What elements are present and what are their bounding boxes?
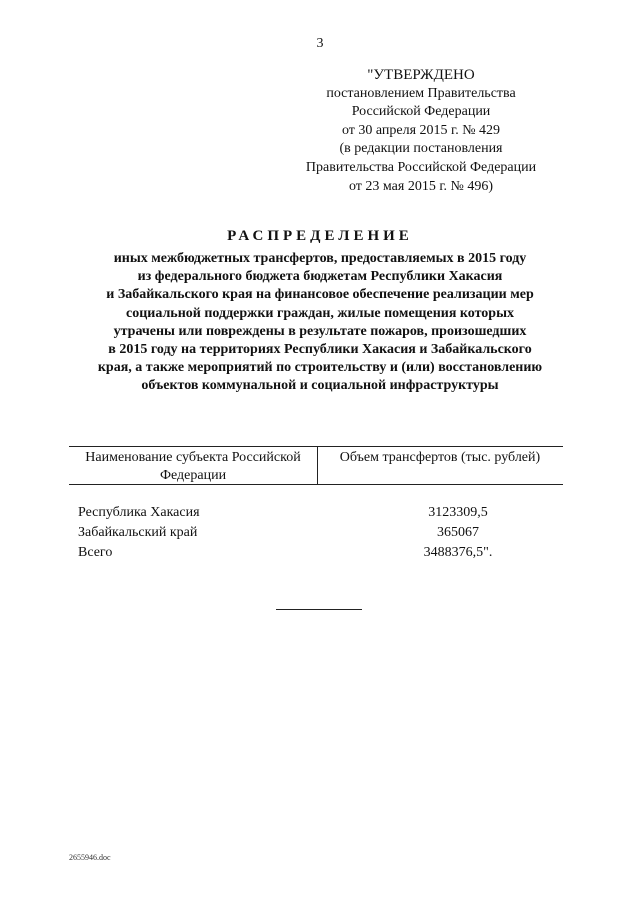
column-header-volume: Объем трансфертов (тыс. рублей) [339,450,541,465]
approval-stamp [286,66,556,196]
column-header-subject [69,449,317,484]
document-title: РАСПРЕДЕЛЕНИЕ [227,228,413,244]
approval-line: постановлением Правительства [326,85,516,101]
row-subject-name: Республика Хакасия [78,505,200,520]
document-subtitle [70,250,570,396]
row-transfer-value: 365067 [437,525,479,540]
closing-divider [276,609,362,610]
approval-line: от 30 апреля 2015 г. № 429 [341,122,501,138]
approval-line: Правительства Российской Федерации [305,159,537,175]
approval-line: (в редакции постановления [339,141,503,157]
approval-line: от 23 мая 2015 г. № 496) [348,178,494,194]
page-number: 3 [316,36,324,51]
table-body [78,505,558,565]
subtitle-line: края, а также мероприятий по строительству и (или) восстановлению [97,360,543,376]
table-top-rule [69,446,563,447]
row-transfer-value: 3488376,5". [423,545,493,560]
subtitle-line: объектов коммунальной и социальной инфраструктуры [141,378,499,394]
table-header-rule [69,484,563,485]
table-row [78,525,558,545]
table-row [78,505,558,525]
subtitle-line: из федерального бюджета бюджетам Республики Хакасия [137,269,503,285]
column-header-subject-line: Федерации [159,467,227,483]
approval-line: "УТВЕРЖДЕНО [367,67,475,83]
subtitle-line: иных межбюджетных трансфертов, предоставляемых в 2015 году [113,251,527,266]
column-header-subject-line: Наименование субъекта Российской [85,450,301,465]
row-subject-name: Забайкальский край [78,525,198,540]
row-subject-name: Всего [78,545,113,560]
subtitle-line: социальной поддержки граждан, жилые помещения которых [125,305,515,321]
approval-line: Российской Федерации [351,104,491,120]
footer-file-name: 2655946.doc [69,853,111,862]
row-transfer-value: 3123309,5 [428,505,488,520]
subtitle-line: в 2015 году на территориях Республики Хакасия и Забайкальского [108,342,532,358]
subtitle-line: утрачены или повреждены в результате пожаров, произошедших [113,323,527,339]
subtitle-line: и Забайкальского края на финансовое обеспечение реализации мер [106,287,534,303]
table-row-total [78,545,558,565]
